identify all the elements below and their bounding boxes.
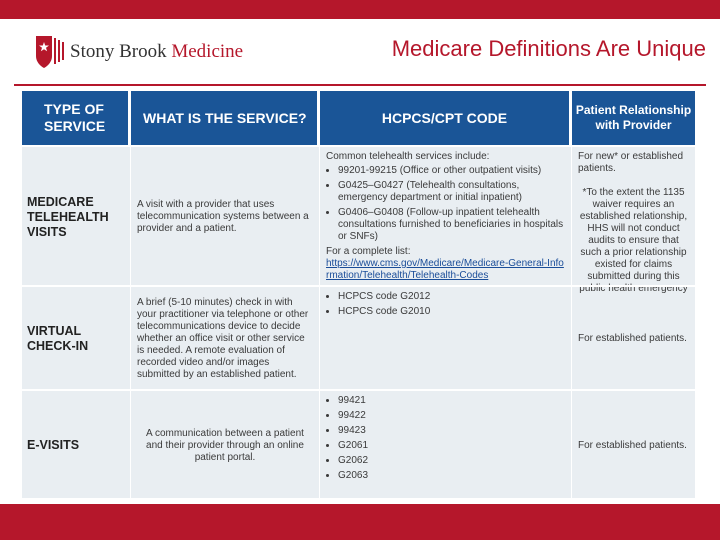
logo-wordmark: [70, 41, 243, 63]
column-header-service: WHAT IS THE SERVICE?: [131, 91, 320, 145]
row-codes: [320, 391, 572, 500]
row-service-description: [131, 287, 320, 391]
code-item: • 99421: [338, 395, 565, 407]
row-type-label: VIRTUAL CHECK-IN: [22, 287, 131, 391]
codes-list: [326, 291, 565, 318]
row-relationship: [572, 287, 695, 391]
relationship-footnote: *To the extent the 1135 waiver requires an established relationship, HHS will not conduct audits to ensure that such a prior relationship existed for claims submitted during this public health emergency: [579, 187, 688, 294]
top-accent-bar: [0, 0, 720, 19]
row-type-label: E-VISITS: [22, 391, 131, 500]
table-row: [22, 389, 695, 500]
codes-list: [326, 395, 565, 482]
service-text: A brief (5-10 minutes) check in with your practitioner via telephone or other telecommunications device to decide whether an office visit or other service is needed. A remote evaluation of recorded video and/or images submitted by an established patient.: [137, 297, 309, 380]
row-relationship: [572, 147, 695, 294]
row-codes: [320, 147, 572, 287]
column-header-codes: HCPCS/CPT CODE: [320, 91, 572, 145]
table-row: [22, 285, 695, 391]
codes-footer: For a complete list:: [326, 246, 411, 257]
table-row: [22, 145, 695, 294]
code-item: • HCPCS code G2012: [338, 291, 565, 303]
code-item: • G0425–G0427 (Telehealth consultations, emergency department or initial inpatient): [338, 180, 565, 204]
table-header-row: [22, 91, 695, 145]
row-service-description: [131, 147, 320, 287]
service-text: A communication between a patient and their provider through an online patient portal.: [146, 427, 304, 463]
row-relationship: [572, 391, 695, 500]
row-codes: [320, 287, 572, 391]
title-divider: [14, 84, 706, 86]
column-header-type: TYPE OF SERVICE: [22, 91, 131, 145]
relationship-text: For established patients.: [578, 333, 687, 344]
code-item: • 99423: [338, 425, 565, 437]
code-item: • G2061: [338, 440, 565, 452]
logo-text-suffix: Medicine: [171, 41, 244, 62]
page-title: Medicare Definitions Are Unique: [391, 36, 706, 61]
shield-icon: [34, 34, 66, 70]
stony-brook-medicine-logo: [34, 34, 243, 70]
medicare-definitions-table: [22, 91, 695, 498]
codes-intro: Common telehealth services include:: [326, 151, 490, 162]
service-text: A visit with a provider that uses telecommunication systems between a provider and a patient.: [137, 199, 309, 234]
column-header-relationship: Patient Relationship with Provider: [575, 103, 692, 132]
codes-list: [326, 165, 565, 243]
code-item: • G2062: [338, 455, 565, 467]
code-item: • G2063: [338, 470, 565, 482]
bottom-accent-bar: [0, 504, 720, 540]
code-item: • 99201-99215 (Office or other outpatient visits): [338, 165, 565, 177]
row-type-label: MEDICARE TELEHEALTH VISITS: [22, 147, 131, 287]
relationship-text: For new* or established patients.: [578, 151, 684, 174]
telehealth-codes-link[interactable]: https://www.cms.gov/Medicare/Medicare-General-Information/Telehealth/Telehealth-Codes: [326, 258, 564, 281]
code-item: • G0406–G0408 (Follow-up inpatient telehealth consultations furnished to beneficiaries in hospitals or SNFs): [338, 207, 565, 243]
logo-text-prefix: Stony Brook: [70, 41, 167, 62]
code-item: • 99422: [338, 410, 565, 422]
code-item: • HCPCS code G2010: [338, 306, 565, 318]
row-service-description: [131, 391, 320, 500]
relationship-text: For established patients.: [578, 439, 687, 451]
